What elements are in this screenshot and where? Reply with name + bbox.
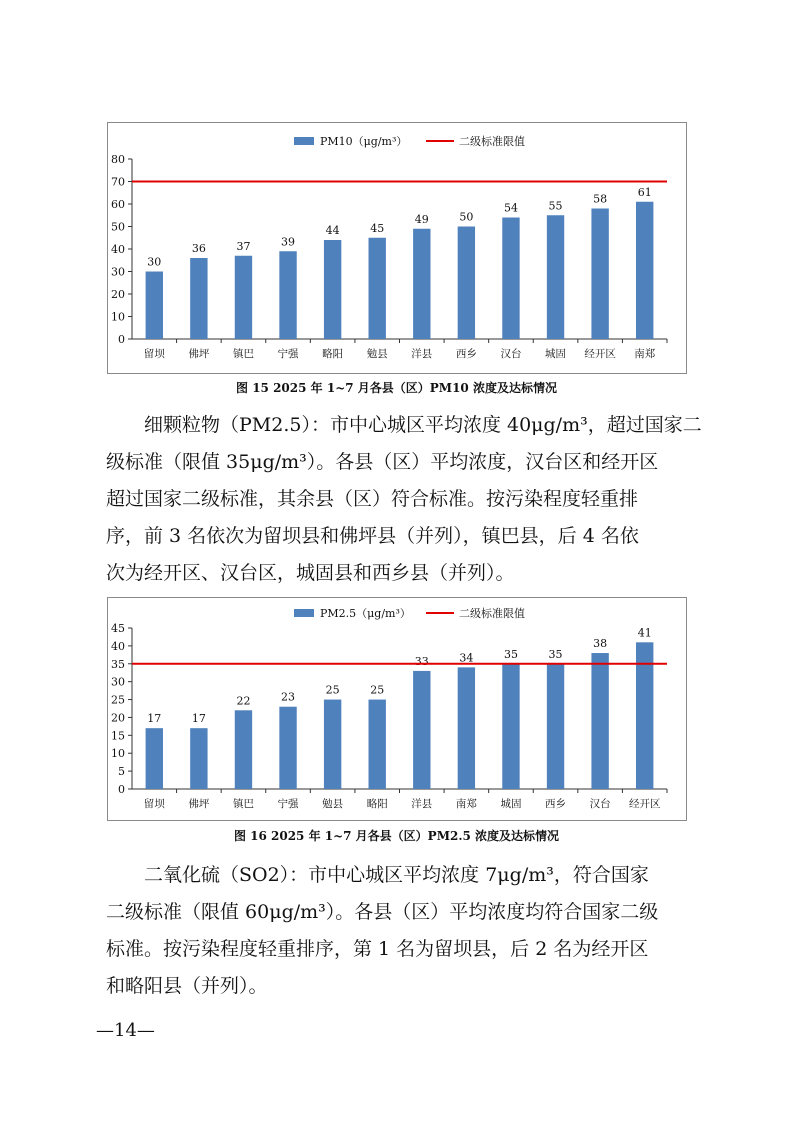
- pm25-chart-svg: [108, 598, 686, 820]
- chart1-y-tick-label: 0: [118, 333, 125, 346]
- chart1-legend-bar-swatch: [294, 137, 314, 145]
- chart2-legend: [294, 606, 525, 620]
- chart1-category-label: 略阳: [322, 348, 344, 360]
- chart2-category-label: 略阳: [366, 798, 388, 810]
- chart1-data-label: 58: [593, 192, 608, 206]
- chart2-category-label: 勉县: [322, 798, 344, 810]
- chart1-y-tick-label: 40: [111, 243, 125, 256]
- chart2-data-label: 22: [236, 694, 251, 708]
- chart1-data-label: 45: [370, 221, 385, 235]
- chart1-data-label: 44: [325, 224, 340, 237]
- chart1-data-label: 61: [637, 185, 652, 199]
- pm25-chart: [107, 597, 687, 821]
- chart1-bar: [146, 272, 163, 340]
- so2-line-2: 二级标准（限值 60μg/m³）。各县（区）平均浓度均符合国家二级: [106, 901, 659, 923]
- chart1-bar: [324, 240, 341, 339]
- chart1-category-label: 留坝: [143, 348, 165, 360]
- chart1-legend-series-label: PM10（μg/m³）: [320, 135, 408, 148]
- chart2-y-tick-label: 0: [118, 783, 125, 796]
- chart2-category-label: 南郑: [455, 798, 477, 810]
- pm25-line-5: 次为经开区、汉台区，城固县和西乡县（并列）。: [106, 562, 515, 584]
- page-number: —14—: [96, 1020, 155, 1041]
- so2-paragraph: [106, 857, 698, 1005]
- chart2-y-tick-label: 25: [111, 693, 125, 707]
- chart2-bar: [324, 700, 341, 789]
- chart1-bar: [502, 218, 519, 340]
- chart1-category-label: 汉台: [500, 348, 522, 360]
- so2-line-4: 和略阳县（并列）。: [106, 975, 268, 997]
- pm25-line-3: 超过国家二级标准，其余县（区）符合标准。按污染程度轻重排: [106, 488, 639, 510]
- chart2-data-label: 17: [191, 712, 206, 726]
- chart2-data-label: 25: [325, 683, 340, 697]
- chart2-bar: [190, 728, 207, 789]
- chart2-category-label: 佛坪: [188, 798, 210, 810]
- pm25-paragraph: [106, 407, 702, 592]
- chart1-bar: [636, 202, 653, 339]
- chart1-bar: [413, 229, 430, 339]
- chart2-legend-series-label: PM2.5（μg/m³）: [320, 607, 411, 620]
- chart1-data-label: 49: [414, 212, 429, 226]
- chart2-y-tick-label: 10: [111, 747, 125, 761]
- chart2-data-label: 38: [593, 637, 608, 651]
- chart1-category-label: 勉县: [366, 348, 388, 360]
- chart2-legend-limit-label: 二级标准限值: [459, 607, 525, 620]
- chart1-y-tick-label: 70: [111, 175, 125, 189]
- chart2-data-label: 34: [459, 651, 474, 665]
- chart2-legend-bar-swatch: [294, 609, 314, 617]
- chart1-y-tick-label: 60: [111, 198, 125, 211]
- chart2-data-label: 17: [147, 712, 162, 726]
- chart2-bar: [502, 664, 519, 789]
- chart1-legend: [294, 134, 525, 148]
- chart1-category-label: 城固: [545, 348, 567, 360]
- chart1-bar: [235, 256, 252, 339]
- chart1-data-label: 30: [147, 255, 162, 269]
- chart2-y-tick-label: 5: [118, 765, 125, 779]
- chart1-y-tick-label: 30: [111, 265, 125, 279]
- chart1-bar: [458, 227, 475, 340]
- chart1-data-label: 54: [503, 201, 518, 215]
- chart2-data-label: 35: [548, 647, 563, 661]
- chart1-bar: [369, 238, 386, 339]
- chart1-bar: [547, 215, 564, 339]
- chart2-y-tick-label: 20: [111, 711, 125, 725]
- chart2-y-tick-label: 15: [111, 729, 125, 743]
- chart1-category-label: 镇巴: [232, 348, 254, 360]
- pm10-chart-svg: [108, 123, 686, 373]
- chart1-category-label: 佛坪: [188, 348, 210, 360]
- pm10-chart: [107, 122, 687, 374]
- chart2-bar: [547, 664, 564, 789]
- chart2-bar: [591, 653, 608, 789]
- chart2-y-tick-label: 35: [111, 657, 125, 671]
- chart1-data-label: 50: [459, 210, 474, 224]
- chart2-category-label: 汉台: [589, 798, 611, 810]
- chart1-data-label: 39: [281, 235, 296, 249]
- chart2-y-tick-label: 40: [111, 639, 125, 653]
- chart1-y-tick-label: 20: [111, 288, 125, 301]
- chart2-bar: [369, 700, 386, 789]
- figure-15-caption: 图 15 2025 年 1~7 月各县（区）PM10 浓度及达标情况: [236, 381, 557, 395]
- chart2-category-label: 经开区: [628, 798, 661, 810]
- chart2-data-label: 41: [637, 626, 652, 640]
- chart2-bar: [413, 671, 430, 789]
- chart1-category-label: 西乡: [455, 348, 477, 360]
- chart2-data-label: 23: [281, 690, 296, 704]
- chart1-data-label: 55: [548, 199, 563, 213]
- chart1-legend-limit-label: 二级标准限值: [459, 135, 525, 148]
- chart2-data-label: 35: [503, 647, 518, 661]
- chart1-category-label: 宁强: [277, 348, 299, 360]
- chart2-bar: [146, 728, 163, 789]
- chart1-category-label: 南郑: [634, 348, 656, 360]
- chart2-data-label: 25: [370, 683, 385, 697]
- chart2-category-label: 城固: [500, 798, 522, 810]
- chart2-bar: [458, 667, 475, 789]
- pm25-line-4: 序，前 3 名依次为留坝县和佛坪县（并列），镇巴县，后 4 名依: [106, 525, 639, 547]
- chart1-y-tick-label: 80: [111, 153, 125, 166]
- chart1-bar: [190, 258, 207, 339]
- figure-16-caption: 图 16 2025 年 1~7 月各县（区）PM2.5 浓度及达标情况: [233, 829, 560, 843]
- chart1-data-label: 36: [191, 242, 206, 255]
- chart1-y-tick-label: 10: [111, 310, 125, 324]
- chart2-y-tick-label: 45: [111, 622, 125, 635]
- chart2-data-label: 33: [414, 654, 429, 668]
- chart2-category-label: 留坝: [143, 798, 165, 810]
- chart2-category-label: 宁强: [277, 798, 299, 810]
- chart2-bar: [279, 707, 296, 789]
- chart2-category-label: 西乡: [545, 798, 567, 810]
- chart1-bar: [279, 251, 296, 339]
- chart1-category-label: 经开区: [584, 348, 616, 360]
- chart1-y-tick-label: 50: [111, 220, 125, 234]
- chart2-bar: [235, 710, 252, 789]
- chart2-category-label: 洋县: [411, 798, 433, 810]
- so2-line-3: 标准。按污染程度轻重排序，第 1 名为留坝县，后 2 名为经开区: [106, 938, 649, 960]
- chart1-bar: [591, 209, 608, 340]
- chart1-data-label: 37: [236, 239, 251, 253]
- chart1-category-label: 洋县: [411, 348, 433, 360]
- chart2-y-tick-label: 30: [111, 675, 125, 689]
- chart2-category-label: 镇巴: [232, 798, 254, 810]
- pm25-line-2: 级标准（限值 35μg/m³）。各县（区）平均浓度，汉台区和经开区: [106, 451, 659, 473]
- pm25-line-1: 细颗粒物（PM2.5）：市中心城区平均浓度 40μg/m³，超过国家二: [106, 414, 702, 436]
- so2-line-1: 二氧化硫（SO2）：市中心城区平均浓度 7μg/m³，符合国家: [106, 864, 649, 886]
